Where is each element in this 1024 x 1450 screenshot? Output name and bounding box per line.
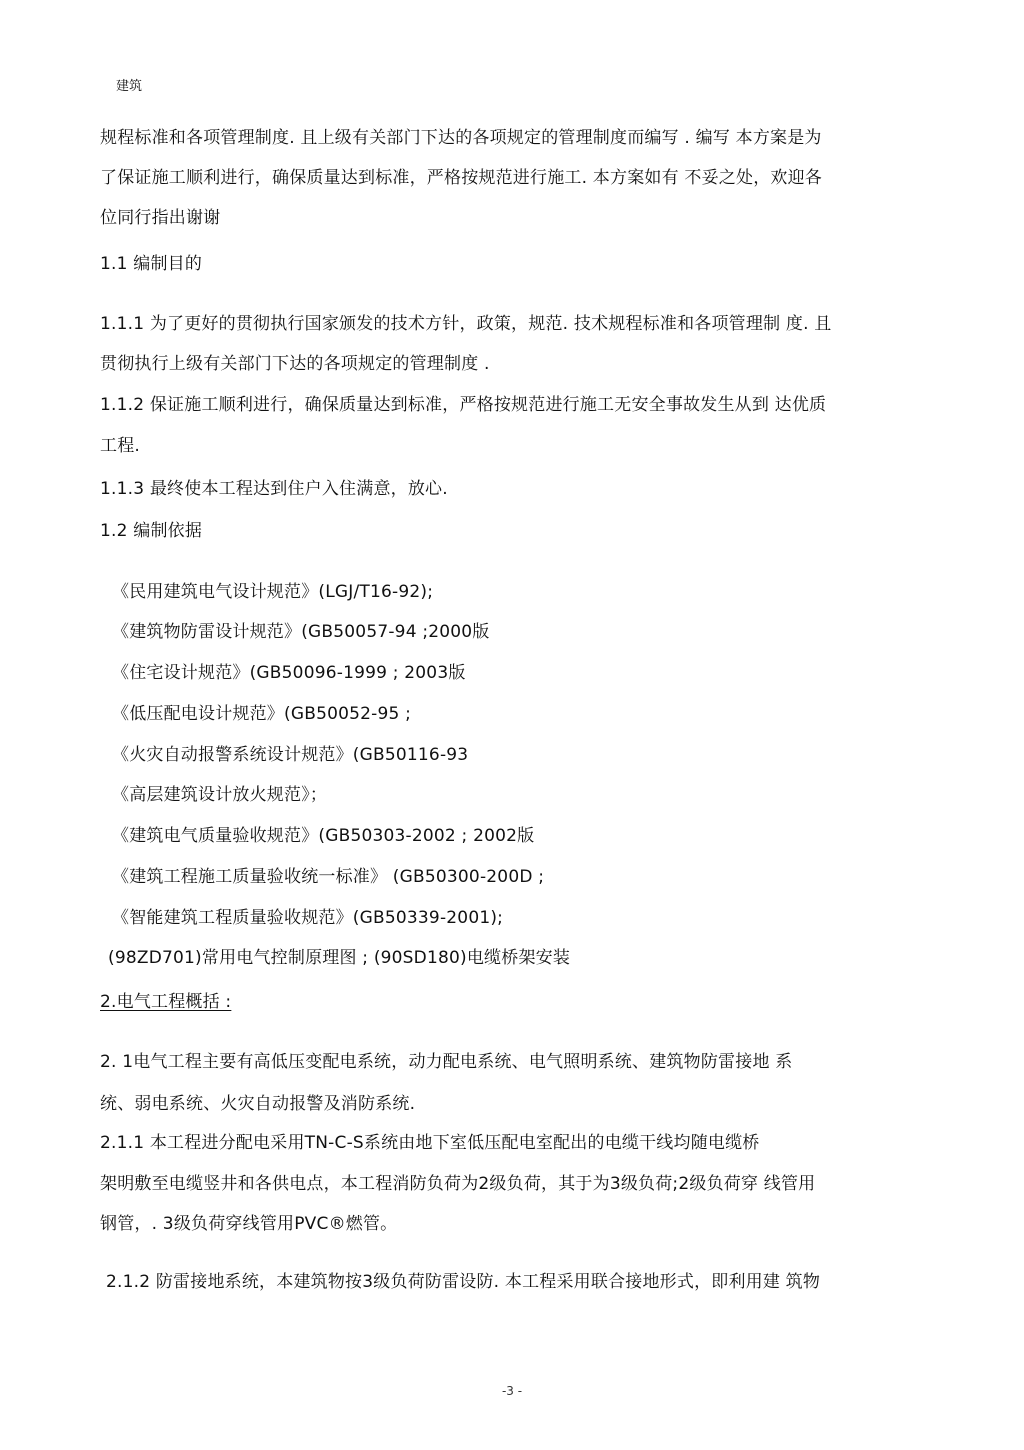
body-line-1: 规程标准和各项管理制度. 且上级有关部门下达的各项规定的管理制度而编写 . 编写 本方案是为 <box>100 128 822 148</box>
page-header: 建筑 <box>116 79 143 94</box>
reference-item-4: 《低压配电设计规范》(GB50052-95 ; <box>112 704 412 724</box>
reference-item-1: 《民用建筑电气设计规范》(LGJ/T16-92); <box>112 582 434 602</box>
reference-item-3: 《住宅设计规范》(GB50096-1999 ; 2003版 <box>112 663 466 683</box>
section-heading-1-2: 1.2 编制依据 <box>100 521 203 541</box>
item-2-1-line-2: 统、弱电系统、火灾自动报警及消防系统. <box>100 1094 416 1114</box>
item-1-1-1-line-2: 贯彻执行上级有关部门下达的各项规定的管理制度 . <box>100 354 490 374</box>
section-heading-2: 2.电气工程概括 : <box>100 992 232 1012</box>
section-heading-1-1: 1.1 编制目的 <box>100 254 203 274</box>
page-number: -3 - <box>501 1384 523 1398</box>
reference-item-8: 《建筑工程施工质量验收统一标准》 (GB50300-200D ; <box>112 867 545 887</box>
item-2-1-line-1: 2. 1电气工程主要有高低压变配电系统，动力配电系统、电气照明系统、建筑物防雷接地 系 <box>100 1052 793 1072</box>
item-1-1-3: 1.1.3 最终使本工程达到住户入住满意，放心. <box>100 479 448 499</box>
body-line-3: 位同行指出谢谢 <box>100 208 221 228</box>
reference-item-5: 《火灾自动报警系统设计规范》(GB50116-93 <box>112 745 469 765</box>
item-1-1-2-line-1: 1.1.2 保证施工顺利进行，确保质量达到标准，严格按规范进行施工无安全事故发生从到 达优质 <box>100 395 827 415</box>
reference-item-10: (98ZD701)常用电气控制原理图 ; (90SD180)电缆桥架安装 <box>108 948 571 968</box>
reference-item-9: 《智能建筑工程质量验收规范》(GB50339-2001); <box>112 908 504 928</box>
item-1-1-1-line-1: 1.1.1 为了更好的贯彻执行国家颁发的技术方针，政策，规范. 技术规程标准和各项管理制 度. 且 <box>100 314 832 334</box>
reference-item-7: 《建筑电气质量验收规范》(GB50303-2002 ; 2002版 <box>112 826 535 846</box>
reference-item-2: 《建筑物防雷设计规范》(GB50057-94 ;2000版 <box>112 622 490 642</box>
item-1-1-2-line-2: 工程. <box>100 436 141 456</box>
item-2-1-1-line-1: 2.1.1 本工程进分配电采用TN-C-S系统由地下室低压配电室配出的电缆干线均随电缆桥 <box>100 1133 760 1153</box>
body-line-2: 了保证施工顺利进行，确保质量达到标准，严格按规范进行施工. 本方案如有 不妥之处，欢迎各 <box>100 168 823 188</box>
item-2-1-2-line-1: 2.1.2 防雷接地系统，本建筑物按3级负荷防雷设防. 本工程采用联合接地形式，即利用建 筑物 <box>106 1272 821 1292</box>
item-2-1-1-line-2: 架明敷至电缆竖井和各供电点，本工程消防负荷为2级负荷，其于为3级负荷;2级负荷穿 线管用 <box>100 1174 816 1194</box>
item-2-1-1-line-3: 钢管，. 3级负荷穿线管用PVC®燃管。 <box>100 1214 398 1234</box>
reference-item-6: 《高层建筑设计放火规范》； <box>112 785 328 805</box>
